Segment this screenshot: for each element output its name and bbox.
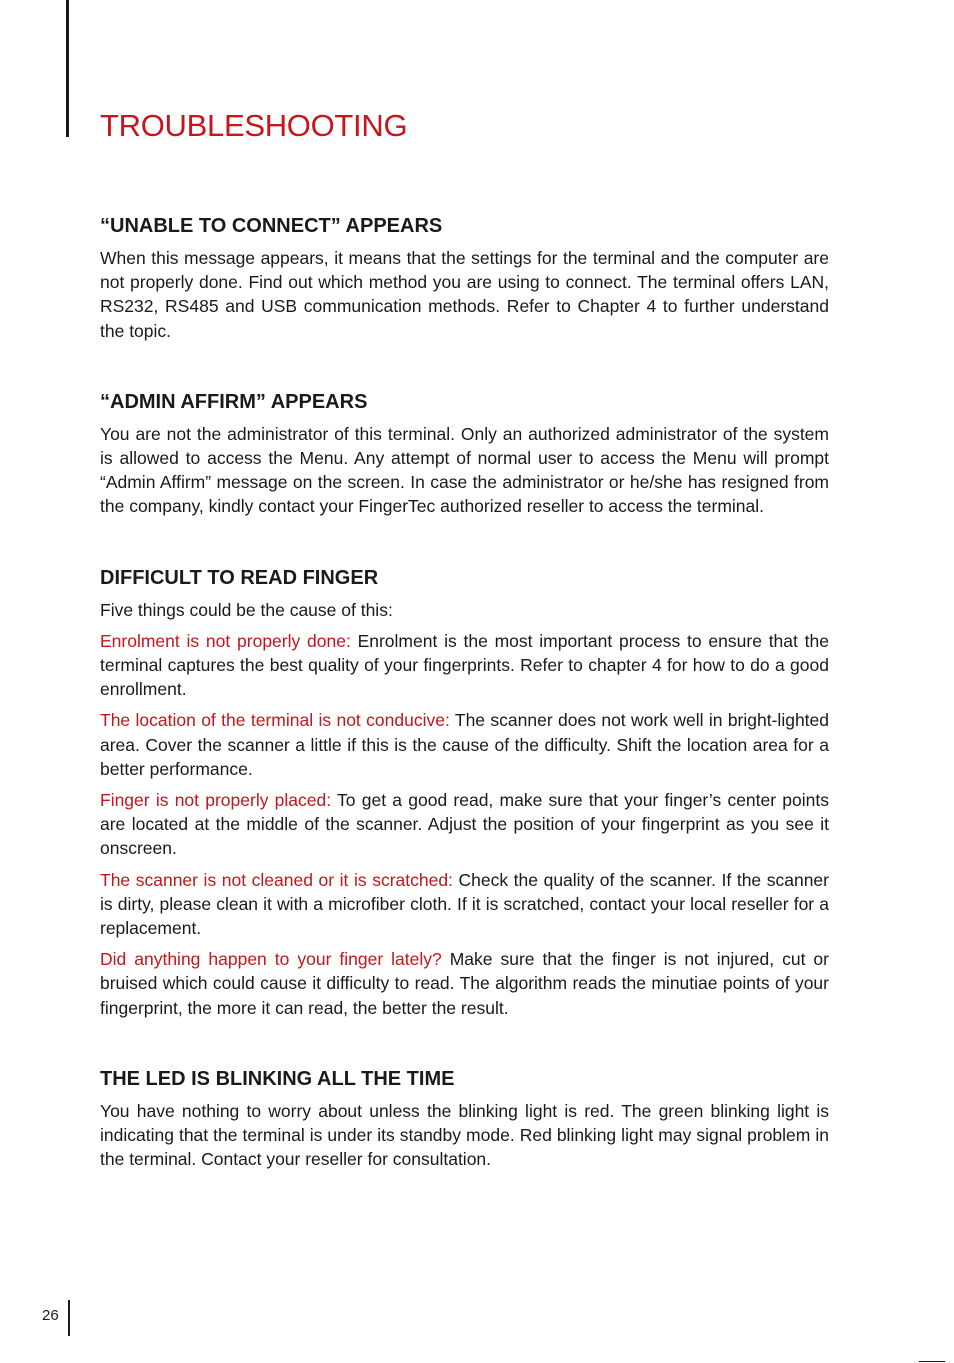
section-unable-to-connect	[100, 211, 829, 343]
section-led-blinking	[100, 1064, 829, 1172]
cause-item	[100, 629, 829, 702]
paragraph	[100, 598, 829, 622]
section-heading: THE LED IS BLINKING ALL THE TIME	[100, 1067, 455, 1090]
section-difficult-to-read-finger	[100, 563, 829, 1020]
cause-text: Make sure that the finger is not injured, cut or bruised which could cause it difficulty to read. The algorithm reads the minutiae points of your fingerprint, the more it can read, the better the result.	[100, 949, 829, 1018]
cause-item	[100, 947, 829, 1020]
page-title: TROUBLESHOOTING	[100, 108, 408, 143]
paragraph	[100, 1099, 829, 1172]
cause-text: To get a good read, make sure that your finger’s center points are located at the middle of the scanner. Adjust the position of your fingerprint as you see it onscreen.	[100, 790, 830, 859]
cause-item	[100, 788, 829, 861]
cause-label: Did anything happen to your finger lately?	[100, 949, 442, 970]
section-heading: “ADMIN AFFIRM” APPEARS	[100, 390, 368, 413]
top-margin-rule	[66, 0, 69, 137]
cause-text: Enrolment is the most important process to ensure that the terminal captures the best quality of your fingerprints. Refer to chapter 4 for how to do a good enrollment.	[100, 630, 829, 700]
cause-label: Enrolment is not properly done:	[100, 630, 351, 651]
cause-text: The scanner does not work well in bright-lighted area. Cover the scanner a little if this is the cause of the difficulty. Shift the location area for a better performance.	[100, 710, 830, 779]
paragraph-text: You have nothing to worry about unless the blinking light is red. The green blinking light is indicating that the terminal is under its standby mode. Red blinking light may signal problem in the terminal. Contact your reseller for consultation.	[100, 1100, 829, 1170]
page-number: 26	[42, 1307, 59, 1324]
footer-rule	[68, 1300, 70, 1336]
cause-label: The scanner is not cleaned or it is scratched:	[100, 869, 453, 890]
corner-mark	[919, 1361, 945, 1362]
cause-item	[100, 868, 829, 941]
paragraph-text: You are not the administrator of this terminal. Only an authorized administrator of the system is allowed to access the Menu. Any attempt of normal user to access the Menu will prompt “Admin Affirm” message on the screen. In case the administrator or he/she has resigned from the company, kindly contact your FingerTec authorized reseller to access the terminal.	[100, 423, 829, 517]
page-content	[100, 211, 829, 1171]
section-heading: “UNABLE TO CONNECT” APPEARS	[100, 215, 443, 237]
paragraph-text: Five things could be the cause of this:	[100, 599, 393, 620]
cause-text: Check the quality of the scanner. If the scanner is dirty, please clean it with a microfiber cloth. If it is scratched, contact your local reseller for a replacement.	[100, 869, 829, 939]
section-admin-affirm	[100, 387, 829, 519]
section-heading: DIFFICULT TO READ FINGER	[100, 566, 379, 589]
paragraph	[100, 422, 829, 519]
cause-label: Finger is not properly placed:	[100, 790, 332, 811]
cause-item	[100, 708, 829, 781]
paragraph-text: When this message appears, it means that the settings for the terminal and the computer are not properly done. Find out which method you are using to connect. The terminal offers LAN, RS232, RS485 and USB communication methods. Refer to Chapter 4 to further understand the topic.	[100, 248, 829, 341]
paragraph	[100, 246, 829, 343]
cause-label: The location of the terminal is not conducive:	[100, 710, 450, 731]
